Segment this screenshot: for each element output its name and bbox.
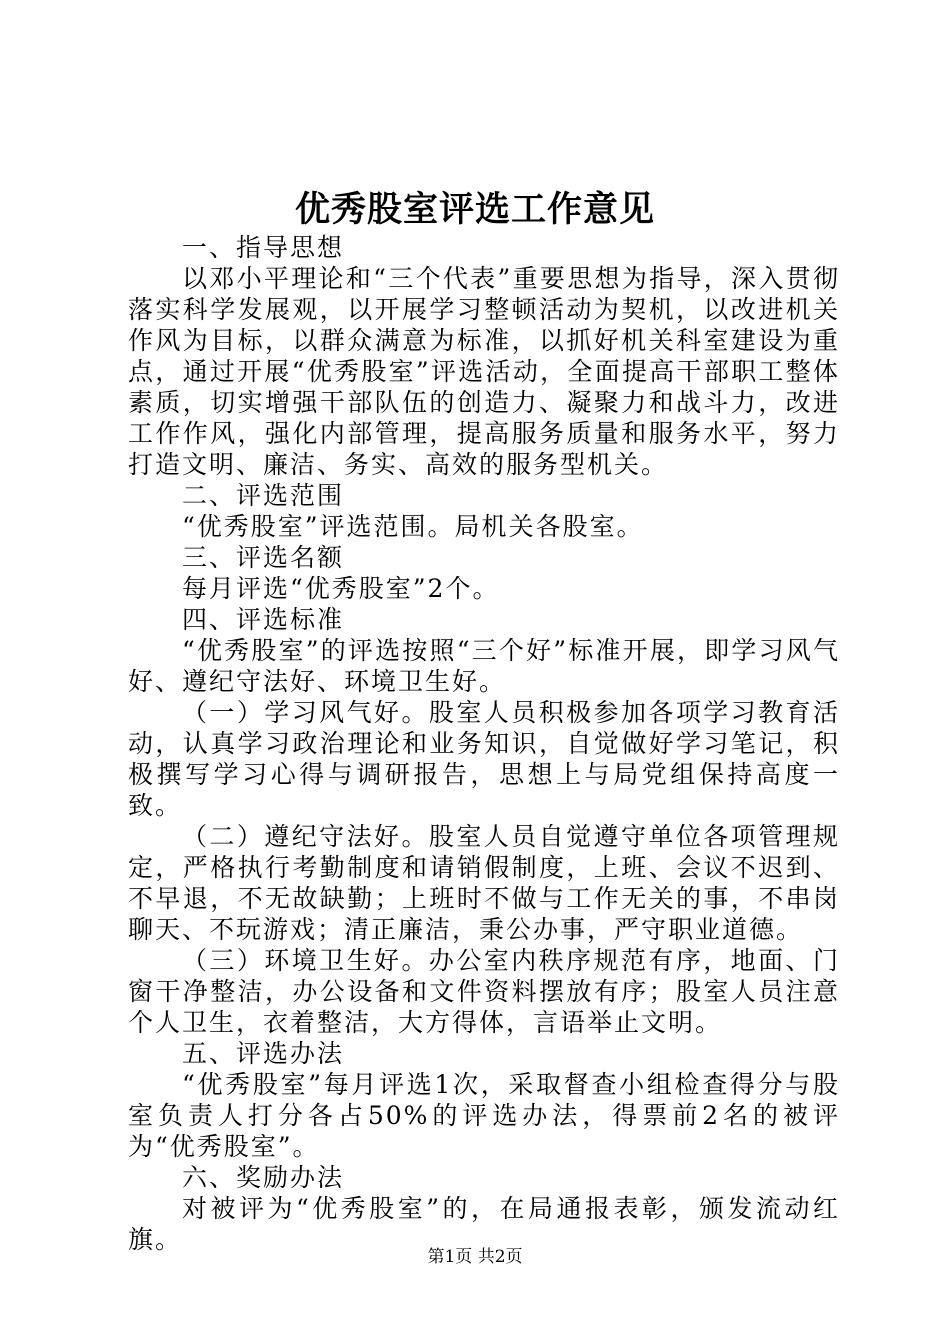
paragraph-reward: 对被评为“优秀股室”的，在局通报表彰，颁发流动红旗。 xyxy=(128,1194,840,1254)
section-heading-scope: 二、评选范围 xyxy=(182,481,345,510)
section-heading-method: 五、评选办法 xyxy=(182,1039,345,1068)
paragraph-guiding-ideology: 以邓小平理论和“三个代表”重要思想为指导，深入贯彻落实科学发展观，以开展学习整顿活动为契机，以改进机关作风为目标，以群众满意为标准，以抓好机关科室建设为重点，通过开展“优秀股室”评选活动，全面提高干部职工整体素质，切实增强干部队伍的创造力、凝聚力和战斗力，改进工作作风，强化内部管理，提高服务质量和服务水平，努力打造文明、廉洁、务实、高效的服务型机关。 xyxy=(128,264,840,479)
paragraph-standard-discipline: （二）遵纪守法好。股室人员自觉遵守单位各项管理规定，严格执行考勤制度和请销假制度，上班、会议不迟到、不早退，不无故缺勤；上班时不做与工作无关的事，不串岗聊天、不玩游戏；清正廉洁，秉公办事，严守职业道德。 xyxy=(128,822,840,944)
paragraph-method: “优秀股室”每月评选1次，采取督查小组检查得分与股室负责人打分各占50%的评选办法，得票前2名的被评为“优秀股室”。 xyxy=(128,1070,840,1161)
section-heading-standards: 四、评选标准 xyxy=(182,605,345,634)
paragraph-standards: “优秀股室”的评选按照“三个好”标准开展，即学习风气好、遵纪守法好、环境卫生好。 xyxy=(128,636,840,696)
paragraph-quota: 每月评选“优秀股室”2个。 xyxy=(182,574,500,603)
section-heading-guiding-ideology: 一、指导思想 xyxy=(182,233,345,262)
paragraph-scope: “优秀股室”评选范围。局机关各股室。 xyxy=(182,512,644,541)
section-heading-reward: 六、奖励办法 xyxy=(182,1163,345,1192)
paragraph-standard-hygiene: （三）环境卫生好。办公室内秩序规范有序，地面、门窗干净整洁，办公设备和文件资料摆放有序；股室人员注意个人卫生，衣着整洁，大方得体，言语举止文明。 xyxy=(128,946,840,1037)
paragraph-standard-study: （一）学习风气好。股室人员积极参加各项学习教育活动，认真学习政治理论和业务知识，自觉做好学习笔记，积极撰写学习心得与调研报告，思想上与局党组保持高度一致。 xyxy=(128,698,840,820)
page-number: 第1页 共2页 xyxy=(427,1247,523,1267)
section-heading-quota: 三、评选名额 xyxy=(182,543,345,572)
document-title: 优秀股室评选工作意见 xyxy=(294,189,655,230)
document-body xyxy=(128,232,840,1255)
